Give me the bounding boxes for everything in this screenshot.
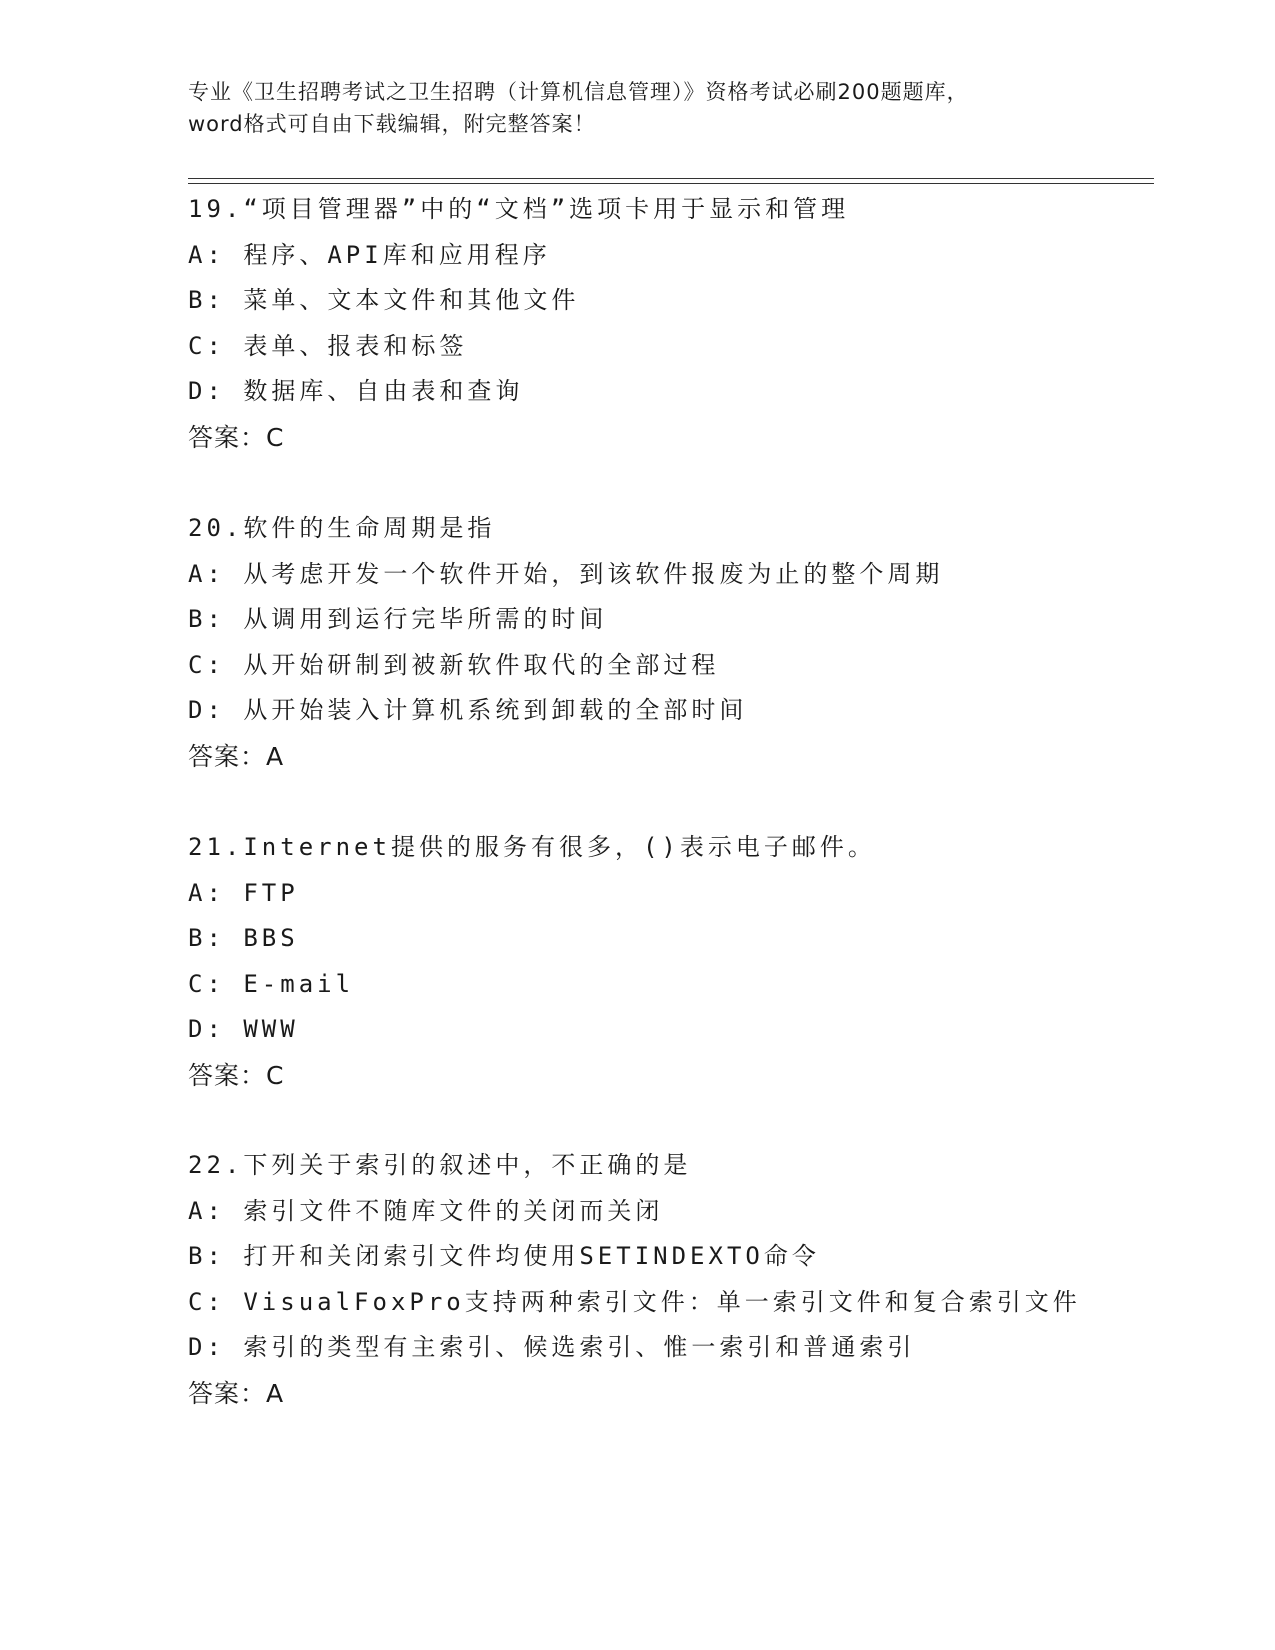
option-a: A: 索引文件不随库文件的关闭而关闭 [188,1196,664,1225]
option-b: B: 打开和关闭索引文件均使用SETINDEXTO命令 [188,1242,820,1270]
header-line-2: word格式可自由下载编辑，附完整答案！ [188,112,596,136]
answer-line: 答案：C [188,422,285,452]
option-d: D: WWW [188,1015,299,1043]
option-d: D: 数据库、自由表和查询 [188,377,524,405]
option-d: D: 从开始装入计算机系统到卸载的全部时间 [188,696,748,724]
option-c: C: 表单、报表和标签 [188,331,468,360]
option-a: A: 程序、API库和应用程序 [188,240,551,269]
answer-line: 答案：A [188,741,285,771]
question-block [188,825,1168,1098]
option-c: C: E-mail [188,969,355,998]
question-block [188,187,1168,460]
header-line-1: 专业《卫生招聘考试之卫生招聘（计算机信息管理）》资格考试必刷200题题库， [188,80,969,104]
question-stem: 21.Internet提供的服务有很多，()表示电子邮件。 [188,833,876,861]
question-stem: 20.软件的生命周期是指 [188,514,496,542]
header-divider-top [188,178,1154,179]
option-a: A: 从考虑开发一个软件开始，到该软件报废为止的整个周期 [188,559,944,588]
document-header [188,76,1108,140]
option-c: C: 从开始研制到被新软件取代的全部过程 [188,650,720,679]
option-d: D: 索引的类型有主索引、候选索引、惟一索引和普通索引 [188,1333,916,1361]
option-a: A: FTP [188,878,299,907]
question-stem: 19.“项目管理器”中的“文档”选项卡用于显示和管理 [188,195,850,223]
option-b: B: 菜单、文本文件和其他文件 [188,286,580,314]
answer-line: 答案：A [188,1378,285,1408]
question-block [188,506,1168,779]
option-b: B: 从调用到运行完毕所需的时间 [188,605,608,633]
question-block [188,1143,1168,1416]
option-c: C: VisualFoxPro支持两种索引文件：单一索引文件和复合索引文件 [188,1287,1081,1316]
question-stem: 22.下列关于索引的叙述中，不正确的是 [188,1151,692,1179]
option-b: B: BBS [188,924,299,952]
answer-line: 答案：C [188,1060,285,1090]
header-divider-bottom [188,183,1154,184]
